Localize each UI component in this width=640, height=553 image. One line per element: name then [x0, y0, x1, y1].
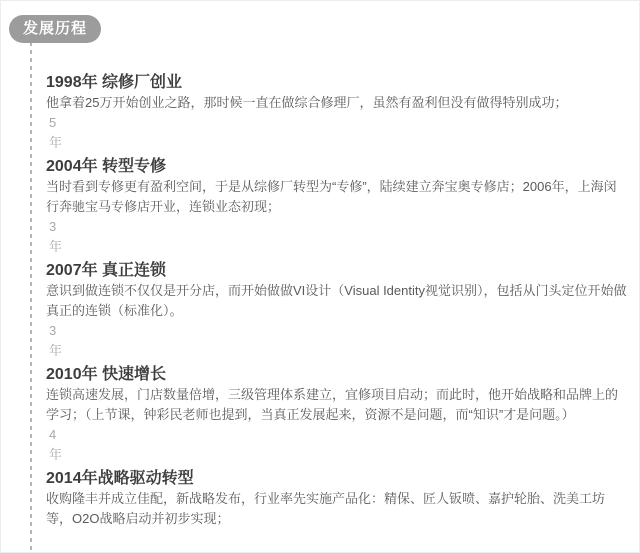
- timeline-item: [46, 73, 629, 153]
- gap-years-unit: 年: [49, 343, 63, 358]
- gap-years-value: 5: [49, 115, 57, 130]
- milestone-title: 2010年 快速增长: [46, 366, 167, 383]
- milestone-description: 他拿着25万开始创业之路，那时候一直在做综合修理厂，虽然有盈利但没有做得特别成功；: [46, 95, 568, 110]
- timeline-list: [46, 73, 629, 529]
- milestone-description: 当时看到专修更有盈利空间，于是从综修厂转型为“专修”，陆续建立奔宝奥专修店；2006年，上海闵行奔驰宝马专修店开业，连锁业态初现；: [46, 179, 617, 214]
- gap-years-value: 3: [49, 219, 57, 234]
- gap-years-unit: 年: [49, 447, 63, 462]
- timeline-item: [46, 157, 629, 257]
- milestone-title: 2014年战略驱动转型: [46, 470, 194, 487]
- milestone-title: 1998年 综修厂创业: [46, 74, 183, 91]
- section-badge-label: 发展历程: [23, 20, 88, 37]
- milestone-title: 2007年 真正连锁: [46, 262, 167, 279]
- milestone-description: 收购隆丰并成立佳配，新战略发布，行业率先实施产品化：精保、匠人钣喷、嘉护轮胎、洗美工坊等，O2O战略启动并初步实现；: [46, 491, 606, 526]
- section-badge: [9, 15, 101, 43]
- milestone-description: 意识到做连锁不仅仅是开分店，而开始做做VI设计（Visual Identity视觉识别），包括从门头定位开始做真正的连锁（标准化）。: [46, 283, 627, 318]
- gap-years-value: 3: [49, 323, 57, 338]
- gap-years-unit: 年: [49, 135, 63, 150]
- gap-years-value: 4: [49, 427, 57, 442]
- gap-years-unit: 年: [49, 239, 63, 254]
- timeline-dashed-line: [30, 42, 32, 552]
- milestone-title: 2004年 转型专修: [46, 158, 167, 175]
- milestone-description: 连锁高速发展，门店数量倍增，三级管理体系建立，宜修项目启动；而此时，他开始战略和品牌上的学习；（上节课，钟彩民老师也提到，当真正发展起来，资源不是问题，而“知识”才是问题。）: [46, 387, 619, 422]
- timeline-item: [46, 365, 629, 465]
- timeline-item: [46, 261, 629, 361]
- timeline-item: [46, 469, 629, 529]
